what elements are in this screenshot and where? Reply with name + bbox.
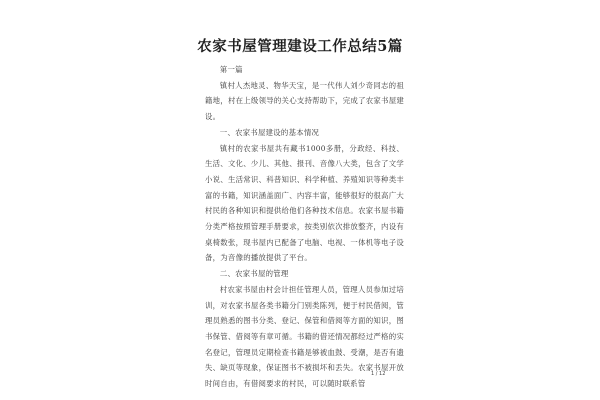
paragraph-management: 村农家书屋由村会计担任管理人员，管理人员参加过培训，对农家书屋各类书籍分门别类陈列，便于村民借阅，管理员熟悉的图书分类、登记、保管和借阅等方面的知识，图书保管、借阅等有章可循。书籍的借还情况都经过严格的实名登记，管理员定期检查书籍是够被血鼓、受潮，是否有遗失、缺页等现象，保证图书不被损坏和丢失。农家书屋开放时间自由，有借阅要求的村民，可以随时联系管 [205,284,404,389]
heading-basic-situation: 一、农家书屋建设的基本情况 [219,127,320,137]
document-title: 农家书屋管理建设工作总结5篇 [197,38,403,55]
document-body [205,62,404,392]
section-label: 第一篇 [219,65,243,74]
heading-management: 二、农家书屋的管理 [219,269,289,279]
paragraph-basic-situation: 镇村的农家书屋共有藏书1000多册，分政经、科技、生活、文化、少儿、其他、报刊、音像八大类，包含了文学小说、生活常识、科普知识、科学种植、养殖知识等种类丰富的书籍，知识涵盖面广、内容丰富，能够很好的很高广大村民的各种知识和提供给他们各种技术信息。农家书屋书籍分类严格按照管理手册要求，按类别依次排放整齐，内设有桌椅数张，现书屋内已配备了电脑、电视、一体机等电子设备，为音像的播放提供了平台。 [205,143,404,263]
page-number: 1 / 12 [371,371,386,377]
paragraph-intro: 镇村人杰地灵、物华天宝，是一代伟人刘少奇同志的祖籍地，村在上级领导的关心支持帮助下，完成了农家书屋建设。 [205,80,404,122]
